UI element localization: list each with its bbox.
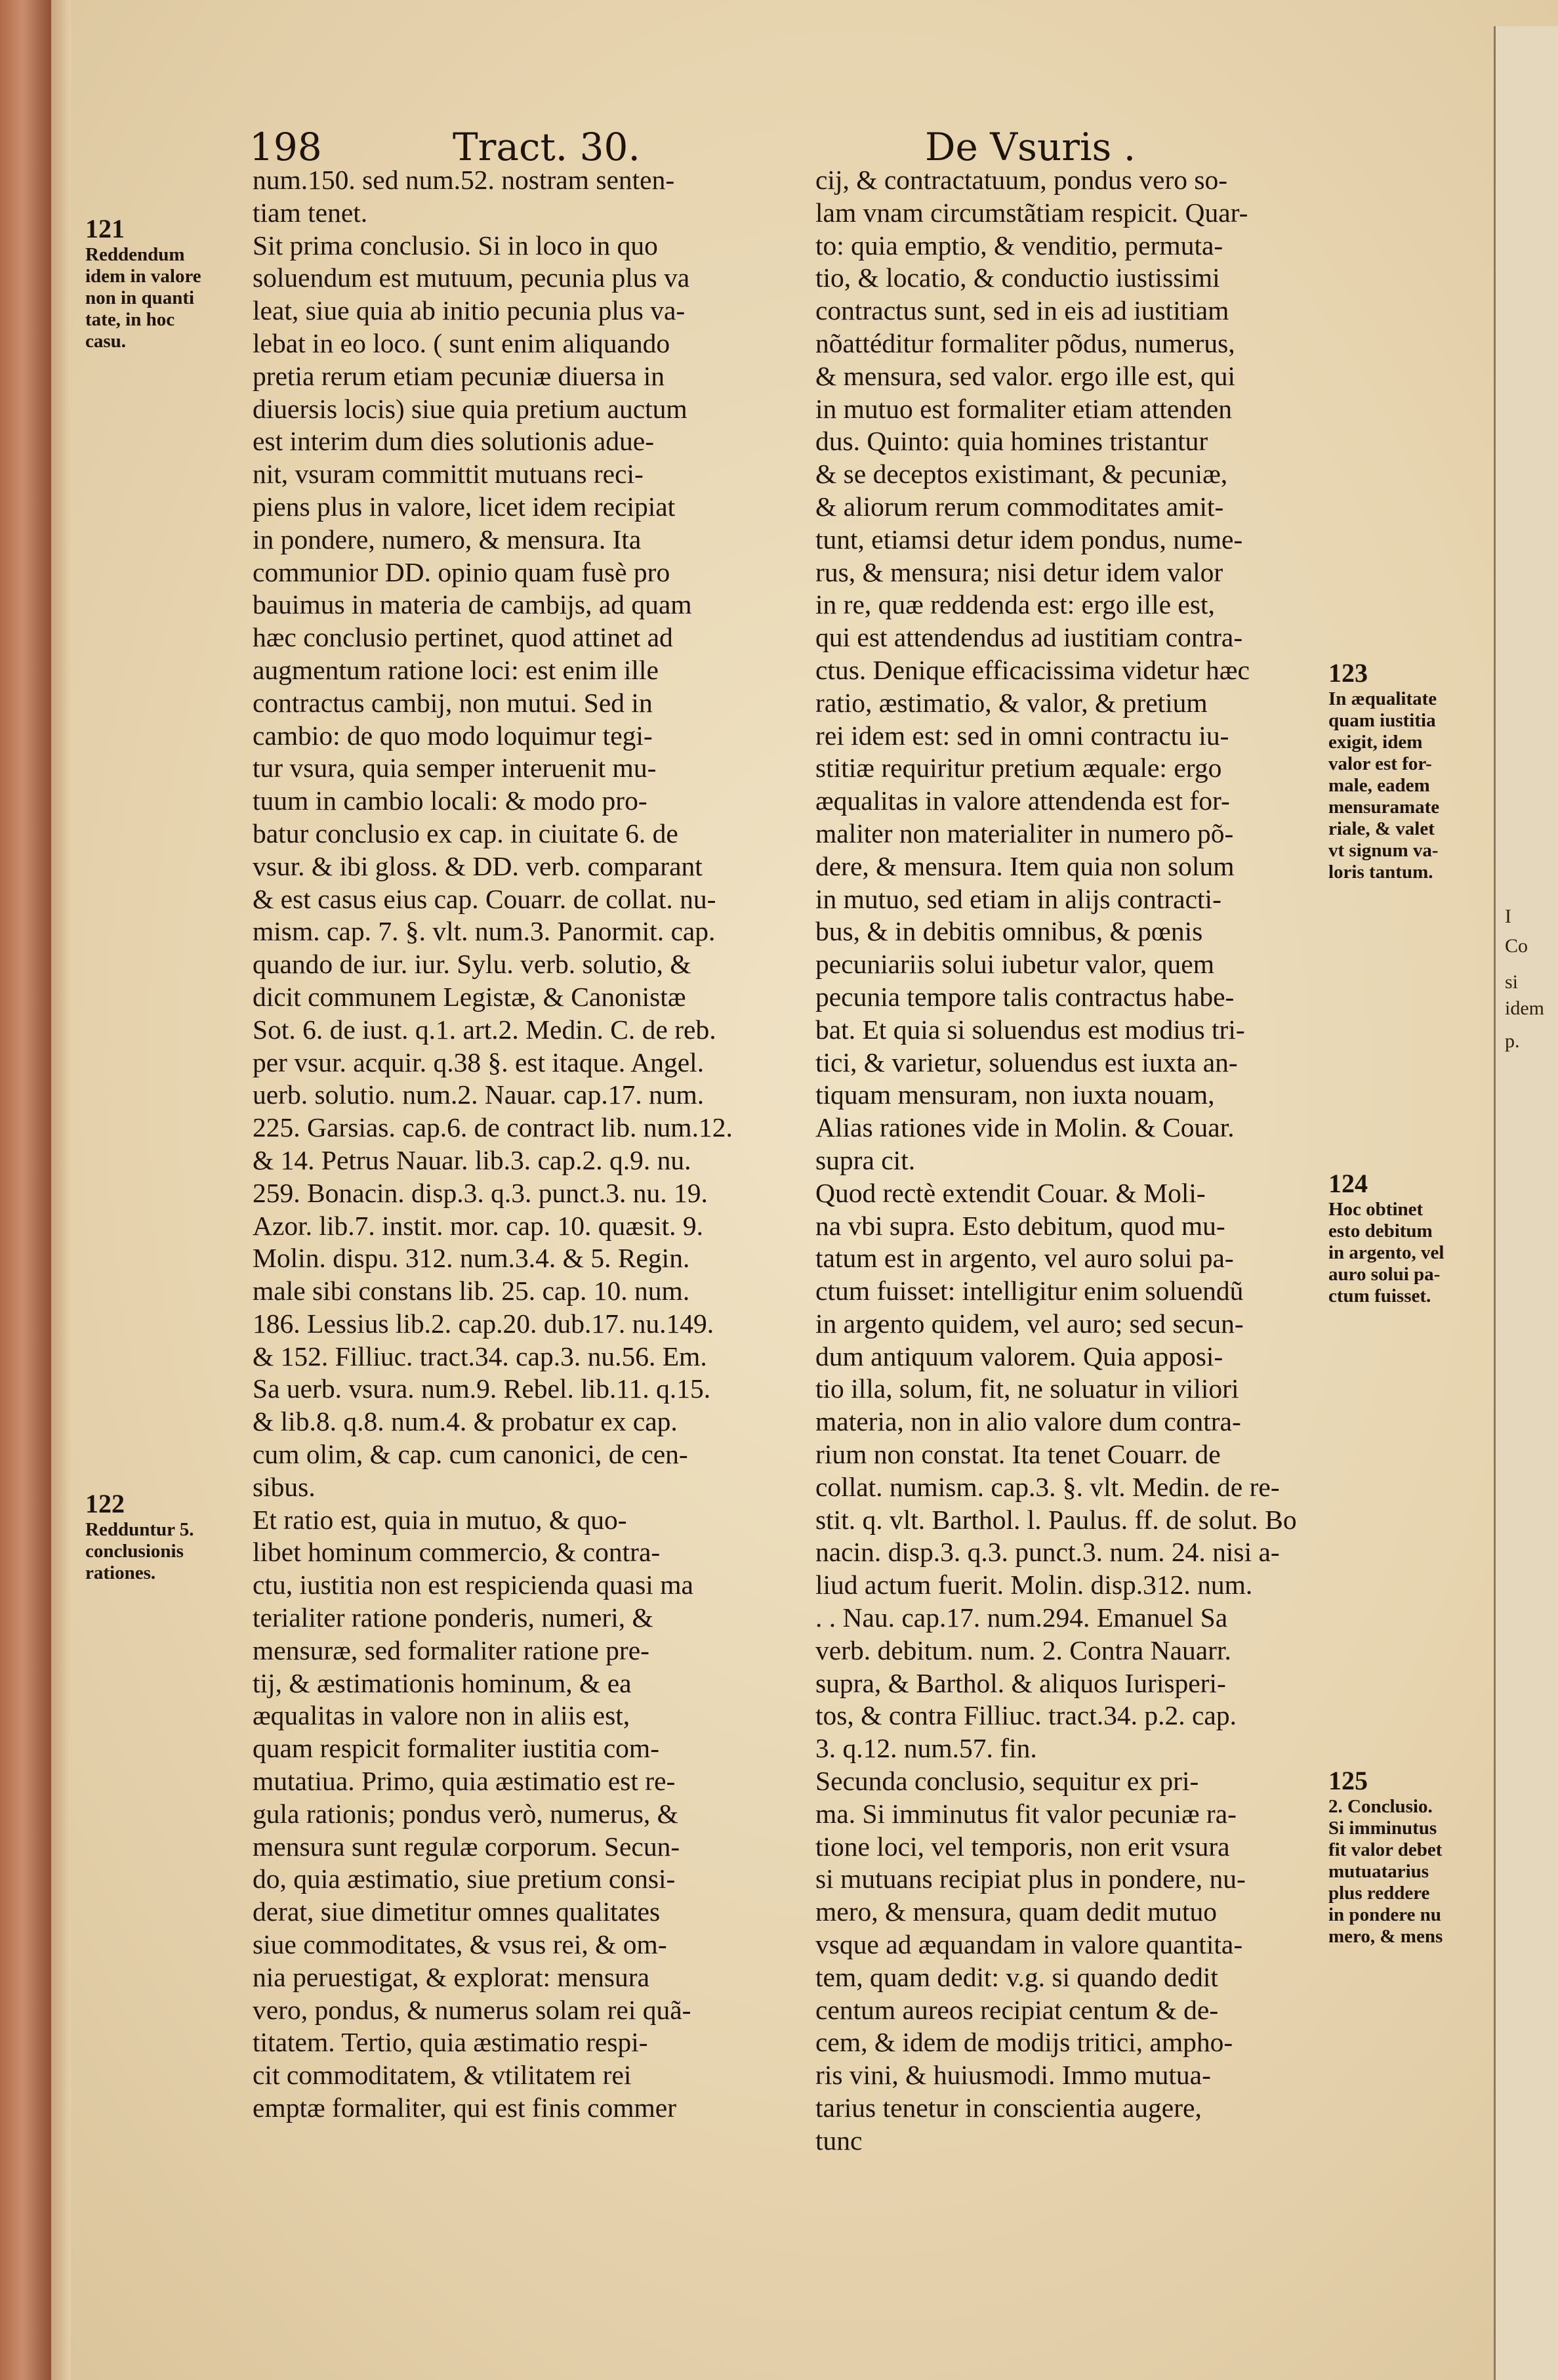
text-line: qui est attendendus ad iustitiam contra- bbox=[815, 622, 1243, 653]
text-line: Sot. 6. de iust. q.1. art.2. Medin. C. de reb. bbox=[253, 1014, 716, 1045]
text-line: per vsur. acquir. q.38 §. est itaque. Angel. bbox=[253, 1047, 705, 1077]
text-line: in mutuo, sed etiam in alijs contracti- bbox=[815, 883, 1221, 914]
text-line: ctu, iustitia non est respicienda quasi ma bbox=[253, 1570, 693, 1600]
text-line: Sa uerb. vsura. num.9. Rebel. lib.11. q.15. bbox=[253, 1373, 711, 1404]
text-line: materia, non in alio valore dum contra- bbox=[815, 1406, 1241, 1437]
text-line: & est casus eius cap. Couarr. de collat. nu- bbox=[253, 883, 716, 914]
text-line: mensuræ, sed formaliter ratione pre- bbox=[253, 1635, 649, 1665]
next-page-fragment: Co bbox=[1505, 935, 1528, 957]
text-line: ris vini, & huiusmodi. Immo mutua- bbox=[815, 2060, 1211, 2091]
text-line: tatum est in argento, vel auro solui pa- bbox=[815, 1243, 1234, 1274]
margin-note-line: riale, & valet bbox=[1328, 818, 1435, 839]
running-head-tract: Tract. 30. bbox=[453, 125, 640, 169]
text-line: collat. numism. cap.3. §. vlt. Medin. de re- bbox=[815, 1471, 1280, 1502]
next-page-fragment: si bbox=[1505, 971, 1519, 993]
text-line: in mutuo est formaliter etiam attenden bbox=[815, 393, 1232, 424]
margin-note-line: casu. bbox=[85, 331, 127, 352]
text-line: libet hominum commercio, & contra- bbox=[253, 1537, 661, 1568]
text-line: stit. q. vlt. Barthol. l. Paulus. ff. de solut. Bo bbox=[815, 1504, 1297, 1535]
text-line: num.150. sed num.52. nostram senten- bbox=[253, 165, 675, 195]
text-line: nia peruestigat, & explorat: mensura bbox=[253, 1961, 650, 1992]
text-line: derat, siue dimetitur omnes qualitates bbox=[253, 1896, 661, 1927]
text-line: tiquam mensuram, non iuxta nouam, bbox=[815, 1079, 1215, 1110]
text-line: pretia rerum etiam pecuniæ diuersa in bbox=[253, 360, 665, 391]
margin-note-number: 125 bbox=[1328, 1766, 1368, 1795]
text-line: cij, & contractatuum, pondus vero so- bbox=[815, 165, 1228, 195]
text-line: vero, pondus, & numerus solam rei quã- bbox=[253, 1994, 691, 2025]
margin-note-122 bbox=[85, 1488, 249, 1584]
text-line: & mensura, sed valor. ergo ille est, qui bbox=[815, 360, 1236, 391]
margin-note-line: tate, in hoc bbox=[85, 309, 175, 330]
text-line: & 14. Petrus Nauar. lib.3. cap.2. q.9. nu. bbox=[253, 1144, 691, 1175]
book-edge bbox=[0, 0, 51, 2380]
margin-note-line: in argento, vel bbox=[1328, 1242, 1445, 1263]
margin-note-line: non in quanti bbox=[85, 287, 195, 308]
text-line: est interim dum dies solutionis adue- bbox=[253, 426, 655, 457]
text-line: bauimus in materia de cambijs, ad quam bbox=[253, 589, 692, 620]
text-line: contractus sunt, sed in eis ad iustitiam bbox=[815, 295, 1229, 326]
margin-note-line: vt signum va- bbox=[1328, 840, 1439, 861]
margin-note-line: rationes. bbox=[85, 1562, 156, 1583]
next-page-fragment: I bbox=[1505, 906, 1511, 927]
margin-note-line: mero, & mens bbox=[1328, 1926, 1443, 1947]
margin-note-line: ctum fuisset. bbox=[1328, 1285, 1431, 1306]
text-line: terialiter ratione ponderis, numeri, & bbox=[253, 1602, 653, 1633]
text-line: tij, & æstimationis hominum, & ea bbox=[253, 1667, 632, 1698]
margin-note-line: plus reddere bbox=[1328, 1883, 1430, 1904]
text-line: quando de iur. iur. Sylu. verb. solutio, & bbox=[253, 949, 691, 980]
text-line: bus, & in debitis omnibus, & pœnis bbox=[815, 916, 1203, 947]
next-page-fragment: p. bbox=[1505, 1030, 1520, 1052]
text-line: tur vsura, quia semper interuenit mu- bbox=[253, 753, 657, 783]
text-line: uerb. solutio. num.2. Nauar. cap.17. num. bbox=[253, 1079, 705, 1110]
text-line: lebat in eo loco. ( sunt enim aliquando bbox=[253, 327, 670, 358]
text-line: piens plus in valore, licet idem recipiat bbox=[253, 491, 676, 522]
text-line: stitiæ requiritur pretium æquale: ergo bbox=[815, 753, 1222, 783]
text-line: mutatiua. Primo, quia æstimatio est re- bbox=[253, 1766, 676, 1797]
text-line: male sibi constans lib. 25. cap. 10. num. bbox=[253, 1276, 690, 1306]
text-line: vsque ad æquandam in valore quantita- bbox=[815, 1929, 1243, 1960]
text-line: cum olim, & cap. cum canonici, de cen- bbox=[253, 1439, 688, 1470]
margin-note-121 bbox=[85, 213, 249, 352]
margin-note-line: mutuatarius bbox=[1328, 1861, 1429, 1882]
margin-note-line: fit valor debet bbox=[1328, 1839, 1443, 1860]
page-number: 198 bbox=[249, 125, 322, 169]
margin-note-125 bbox=[1328, 1765, 1499, 1948]
margin-note-line: mensuramate bbox=[1328, 797, 1440, 818]
text-line: Sit prima conclusio. Si in loco in quo bbox=[253, 230, 658, 261]
text-line: titatem. Tertio, quia æstimatio respi- bbox=[253, 2027, 648, 2058]
text-line: mism. cap. 7. §. vlt. num.3. Panormit. cap. bbox=[253, 916, 716, 947]
text-line: tione loci, vel temporis, non erit vsura bbox=[815, 1831, 1230, 1862]
text-line: contractus cambij, non mutui. Sed in bbox=[253, 687, 653, 718]
margin-note-line: auro solui pa- bbox=[1328, 1264, 1441, 1285]
text-line: maliter non materialiter in numero põ- bbox=[815, 818, 1234, 848]
text-line: quam respicit formaliter iustitia com- bbox=[253, 1733, 660, 1764]
margin-note-line: In æqualitate bbox=[1328, 688, 1437, 709]
text-line: to: quia emptio, & venditio, permuta- bbox=[815, 230, 1223, 261]
text-line: na vbi supra. Esto debitum, quod mu- bbox=[815, 1210, 1225, 1241]
margin-note-number: 123 bbox=[1328, 658, 1368, 688]
text-line: æqualitas in valore attendenda est for- bbox=[815, 785, 1230, 816]
next-page-fragment: idem bbox=[1505, 997, 1544, 1019]
text-line: Quod rectè extendit Couar. & Moli- bbox=[815, 1177, 1206, 1208]
page-gutter bbox=[51, 0, 71, 2380]
text-line: . . Nau. cap.17. num.294. Emanuel Sa bbox=[815, 1602, 1228, 1633]
margin-note-line: conclusionis bbox=[85, 1541, 184, 1562]
text-line: & lib.8. q.8. num.4. & probatur ex cap. bbox=[253, 1406, 678, 1437]
text-line: diuersis locis) siue quia pretium auctum bbox=[253, 393, 687, 424]
text-line: pecunia tempore talis contractus habe- bbox=[815, 981, 1235, 1012]
margin-note-line: loris tantum. bbox=[1328, 862, 1433, 883]
margin-note-line: idem in valore bbox=[85, 266, 201, 287]
text-line: tuum in cambio locali: & modo pro- bbox=[253, 785, 647, 816]
margin-note-line: Hoc obtinet bbox=[1328, 1199, 1424, 1220]
text-line: Molin. dispu. 312. num.3.4. & 5. Regin. bbox=[253, 1243, 690, 1274]
margin-note-number: 121 bbox=[85, 214, 125, 243]
text-line: Azor. lib.7. instit. mor. cap. 10. quæsit. 9. bbox=[253, 1210, 704, 1241]
margin-note-line: in pondere nu bbox=[1328, 1904, 1441, 1925]
margin-note-number: 124 bbox=[1328, 1169, 1368, 1198]
text-line: augmentum ratione loci: est enim ille bbox=[253, 654, 659, 685]
margin-note-124 bbox=[1328, 1168, 1499, 1307]
margin-note-line: esto debitum bbox=[1328, 1221, 1433, 1242]
margin-note-line: Redduntur 5. bbox=[85, 1519, 194, 1540]
text-line: tici, & varietur, soluendus est iuxta an- bbox=[815, 1047, 1238, 1077]
text-line: pecuniariis solui iubetur valor, quem bbox=[815, 949, 1215, 980]
text-line: rium non constat. Ita tenet Couarr. de bbox=[815, 1439, 1221, 1470]
text-line: mensura sunt regulæ corporum. Secun- bbox=[253, 1831, 680, 1862]
text-line: tio illa, solum, fit, ne soluatur in viliori bbox=[815, 1373, 1239, 1404]
margin-note-text bbox=[85, 1519, 249, 1584]
text-line: tarius tenetur in conscientia augere, bbox=[815, 2093, 1202, 2123]
text-line: 186. Lessius lib.2. cap.20. dub.17. nu.149. bbox=[253, 1308, 714, 1339]
text-line: tio, & locatio, & conductio iustissimi bbox=[815, 262, 1220, 293]
left-text-column bbox=[253, 164, 817, 2125]
text-line: dum antiquum valorem. Quia apposi- bbox=[815, 1341, 1223, 1371]
text-line: tem, quam dedit: v.g. si quando dedit bbox=[815, 1961, 1218, 1992]
text-line: emptæ formaliter, qui est finis commer bbox=[253, 2093, 677, 2123]
text-line: rei idem est: sed in omni contractu iu- bbox=[815, 720, 1229, 751]
text-line: lam vnam circumstãtiam respicit. Quar- bbox=[815, 197, 1248, 228]
margin-note-123 bbox=[1328, 658, 1499, 883]
margin-note-number: 122 bbox=[85, 1489, 125, 1518]
text-line: in re, quæ reddenda est: ergo ille est, bbox=[815, 589, 1215, 620]
margin-note-line: quam iustitia bbox=[1328, 710, 1436, 731]
text-line: in pondere, numero, & mensura. Ita bbox=[253, 524, 642, 554]
text-line: soluendum est mutuum, pecunia plus va bbox=[253, 262, 690, 293]
text-line: nõattéditur formaliter põdus, numerus, bbox=[815, 327, 1235, 358]
text-line: verb. debitum. num. 2. Contra Nauarr. bbox=[815, 1635, 1231, 1665]
text-line: & aliorum rerum commoditates amit- bbox=[815, 491, 1224, 522]
margin-note-line: Reddendum bbox=[85, 244, 185, 265]
text-line: tunt, etiamsi detur idem pondus, nume- bbox=[815, 524, 1243, 554]
text-line: Et ratio est, quia in mutuo, & quo- bbox=[253, 1504, 627, 1535]
text-line: ctum fuisset: intelligitur enim soluendũ bbox=[815, 1276, 1244, 1306]
text-line: dicit communem Legistæ, & Canonistæ bbox=[253, 981, 686, 1012]
text-line: dus. Quinto: quia homines tristantur bbox=[815, 426, 1208, 457]
text-line: & se deceptos existimant, & pecuniæ, bbox=[815, 459, 1228, 490]
margin-note-text bbox=[1328, 1796, 1499, 1948]
margin-note-text bbox=[1328, 688, 1499, 883]
text-line: cambio: de quo modo loquimur tegi- bbox=[253, 720, 653, 751]
margin-note-line: Si imminutus bbox=[1328, 1818, 1437, 1839]
text-line: tos, & contra Filliuc. tract.34. p.2. cap. bbox=[815, 1700, 1237, 1731]
text-line: dere, & mensura. Item quia non solum bbox=[815, 850, 1235, 881]
text-line: siue commoditates, & vsus rei, & om- bbox=[253, 1929, 667, 1960]
text-line: 3. q.12. num.57. fin. bbox=[815, 1733, 1037, 1764]
text-line: liud actum fuerit. Molin. disp.312. num. bbox=[815, 1570, 1253, 1600]
text-line: ma. Si imminutus fit valor pecuniæ ra- bbox=[815, 1798, 1237, 1829]
margin-note-line: 2. Conclusio. bbox=[1328, 1796, 1433, 1817]
text-line: Alias rationes vide in Molin. & Couar. bbox=[815, 1112, 1235, 1143]
text-line: tiam tenet. bbox=[253, 197, 368, 228]
text-line: cit commoditatem, & vtilitatem rei bbox=[253, 2060, 632, 2091]
text-line: Secunda conclusio, sequitur ex pri- bbox=[815, 1766, 1199, 1797]
text-line: cem, & idem de modijs tritici, ampho- bbox=[815, 2027, 1233, 2058]
text-line: & 152. Filliuc. tract.34. cap.3. nu.56. Em. bbox=[253, 1341, 707, 1371]
text-line: do, quia æstimatio, siue pretium consi- bbox=[253, 1864, 676, 1894]
text-line: mero, & mensura, quam dedit mutuo bbox=[815, 1896, 1218, 1927]
text-line: æqualitas in valore non in aliis est, bbox=[253, 1700, 630, 1731]
adjacent-page-edge bbox=[1494, 26, 1558, 2380]
text-line: supra, & Barthol. & aliquos Iurisperi- bbox=[815, 1667, 1226, 1698]
text-line: ratio, æstimatio, & valor, & pretium bbox=[815, 687, 1208, 718]
margin-note-line: male, eadem bbox=[1328, 775, 1430, 796]
text-line: 259. Bonacin. disp.3. q.3. punct.3. nu. 19. bbox=[253, 1177, 708, 1208]
margin-note-line: valor est for- bbox=[1328, 753, 1432, 774]
text-line: gula rationis; pondus verò, numerus, & bbox=[253, 1798, 678, 1829]
text-line: in argento quidem, vel auro; sed secun- bbox=[815, 1308, 1244, 1339]
margin-note-text bbox=[1328, 1199, 1499, 1307]
text-line: centum aureos recipiat centum & de- bbox=[815, 1994, 1219, 2025]
text-line: batur conclusio ex cap. in ciuitate 6. de bbox=[253, 818, 678, 848]
text-line: nacin. disp.3. q.3. punct.3. num. 24. nisi a- bbox=[815, 1537, 1280, 1568]
text-line: nit, vsuram committit mutuans reci- bbox=[253, 459, 644, 490]
text-line: sibus. bbox=[253, 1471, 316, 1502]
margin-note-line: exigit, idem bbox=[1328, 732, 1423, 753]
text-line: supra cit. bbox=[815, 1144, 916, 1175]
text-line: si mutuans recipiat plus in pondere, nu- bbox=[815, 1864, 1246, 1894]
text-line: bat. Et quia si soluendus est modius tri- bbox=[815, 1014, 1245, 1045]
text-line: ctus. Denique efficacissima videtur hæc bbox=[815, 654, 1250, 685]
text-line: communior DD. opinio quam fusè pro bbox=[253, 556, 670, 587]
text-line: rus, & mensura; nisi detur idem valor bbox=[815, 556, 1223, 587]
text-line: vsur. & ibi gloss. & DD. verb. comparant bbox=[253, 850, 703, 881]
running-head-title: De Vsuris . bbox=[925, 125, 1136, 169]
text-line: leat, siue quia ab initio pecunia plus va- bbox=[253, 295, 686, 326]
text-line: tunc bbox=[815, 2125, 863, 2156]
text-line: hæc conclusio pertinet, quod attinet ad bbox=[253, 622, 673, 653]
margin-note-text bbox=[85, 244, 249, 352]
text-line: 225. Garsias. cap.6. de contract lib. num.12. bbox=[253, 1112, 733, 1143]
right-text-column bbox=[815, 164, 1376, 2158]
